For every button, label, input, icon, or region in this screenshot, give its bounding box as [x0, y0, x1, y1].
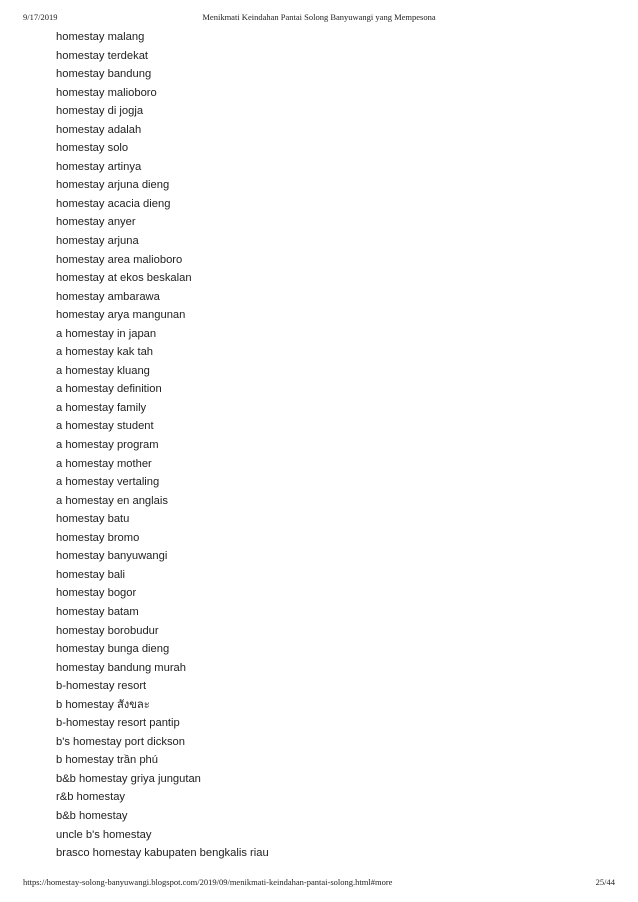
page-number: 25/44: [595, 877, 615, 887]
list-item: homestay di jogja: [56, 105, 144, 118]
list-item: homestay bandung: [56, 68, 152, 81]
list-item: a homestay family: [56, 401, 147, 414]
list-item: brasco homestay kabupaten bengkalis riau: [56, 847, 269, 860]
list-item: b homestay สังขละ: [56, 698, 150, 711]
list-item: homestay ambarawa: [56, 290, 160, 303]
list-item: homestay solo: [56, 142, 129, 155]
list-item: b-homestay resort: [56, 680, 147, 693]
list-item: homestay borobudur: [56, 624, 159, 637]
list-item: homestay arya mangunan: [56, 309, 186, 322]
list-item: a homestay program: [56, 439, 159, 452]
list-item: homestay arjuna dieng: [56, 179, 170, 192]
list-item: homestay arjuna: [56, 235, 139, 248]
list-item: homestay terdekat: [56, 49, 149, 62]
list-item: a homestay mother: [56, 457, 152, 470]
list-item: b-homestay resort pantip: [56, 717, 180, 730]
list-item: homestay anyer: [56, 216, 136, 229]
list-item: homestay bogor: [56, 587, 137, 600]
list-item: a homestay en anglais: [56, 494, 168, 507]
list-item: a homestay in japan: [56, 327, 157, 340]
list-item: a homestay vertaling: [56, 476, 160, 489]
list-item: homestay bali: [56, 568, 126, 581]
list-item: homestay batam: [56, 605, 139, 618]
list-item: b homestay trần phú: [56, 754, 158, 767]
list-item: a homestay definition: [56, 383, 162, 396]
list-item: a homestay kluang: [56, 364, 150, 377]
list-item: homestay at ekos beskalan: [56, 272, 192, 285]
list-item: homestay artinya: [56, 160, 142, 173]
list-item: b's homestay port dickson: [56, 735, 185, 748]
list-item: r&b homestay: [56, 791, 126, 804]
list-item: homestay batu: [56, 513, 130, 526]
list-item: b&b homestay: [56, 809, 128, 822]
list-item: homestay bromo: [56, 531, 140, 544]
list-item: homestay area malioboro: [56, 253, 183, 266]
list-item: uncle b's homestay: [56, 828, 152, 841]
page-url: https://homestay-solong-banyuwangi.blogspot.com/2019/09/menikmati-keindahan-pantai-solong.html#more: [23, 877, 393, 887]
page-header: [23, 12, 615, 26]
list-item: homestay adalah: [56, 123, 142, 136]
print-date: 9/17/2019: [23, 12, 58, 22]
list-item: homestay malioboro: [56, 86, 157, 99]
list-item: b&b homestay griya jungutan: [56, 772, 201, 785]
list-item: homestay banyuwangi: [56, 550, 168, 563]
list-item: a homestay kak tah: [56, 346, 154, 359]
page-title: Menikmati Keindahan Pantai Solong Banyuwangi yang Mempesona: [202, 12, 436, 22]
list-item: homestay bandung murah: [56, 661, 186, 674]
list-item: a homestay student: [56, 420, 154, 433]
keyword-list: [56, 28, 269, 863]
list-item: homestay malang: [56, 31, 145, 43]
list-item: homestay acacia dieng: [56, 197, 171, 210]
list-item: homestay bunga dieng: [56, 643, 170, 656]
page-footer: [23, 877, 615, 891]
